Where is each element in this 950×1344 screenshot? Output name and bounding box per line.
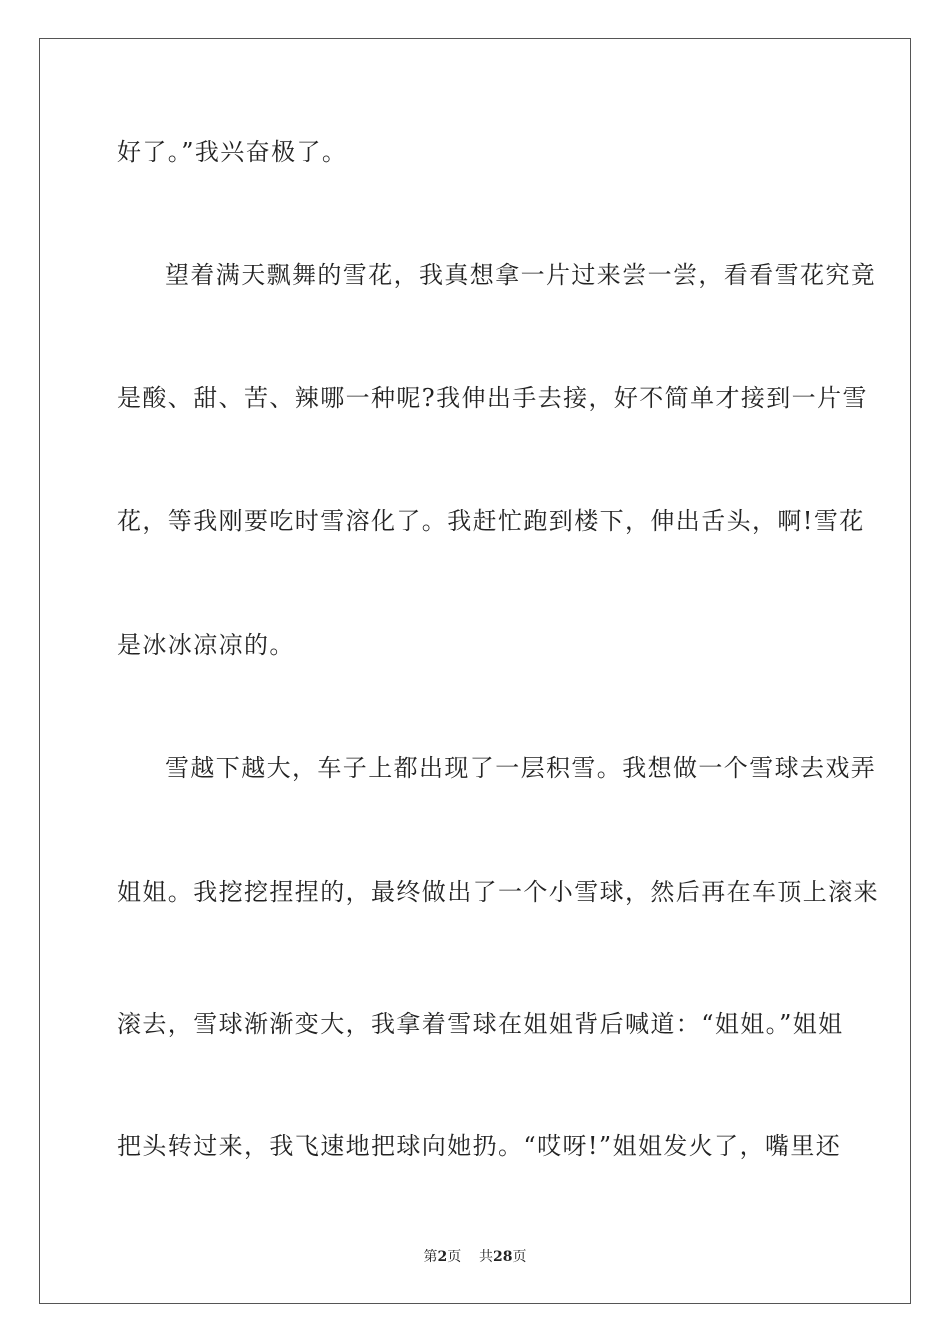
text-line-2: 望着满天飘舞的雪花，我真想拿一片过来尝一尝，看看雪花究竟 [165, 261, 877, 289]
text-line-1: 好了。”我兴奋极了。 [117, 138, 348, 166]
text-line-7: 姐姐。我挖挖捏捏的，最终做出了一个小雪球，然后再在车顶上滚来 [117, 878, 879, 906]
text-line-8: 滚去，雪球渐渐变大，我拿着雪球在姐姐背后喊道：“姐姐。”姐姐 [117, 1010, 844, 1038]
page-prefix: 第 [423, 1249, 438, 1265]
total-prefix: 共 [479, 1249, 494, 1265]
text-line-3: 是酸、甜、苦、辣哪一种呢?我伸出手去接，好不简单才接到一片雪 [117, 384, 868, 412]
total-suffix: 页 [512, 1249, 527, 1265]
text-line-4: 花，等我刚要吃时雪溶化了。我赶忙跑到楼下，伸出舌头，啊!雪花 [117, 507, 865, 535]
page-suffix: 页 [447, 1249, 462, 1265]
page-border [39, 38, 911, 1304]
total-pages: 28 [493, 1249, 513, 1265]
page-number: 2 [437, 1249, 448, 1265]
text-line-6: 雪越下越大，车子上都出现了一层积雪。我想做一个雪球去戏弄 [165, 754, 877, 782]
page-footer [0, 1248, 950, 1266]
text-line-5: 是冰冰凉凉的。 [117, 631, 295, 659]
text-line-9: 把头转过来，我飞速地把球向她扔。“哎呀!”姐姐发火了，嘴里还 [117, 1132, 842, 1160]
